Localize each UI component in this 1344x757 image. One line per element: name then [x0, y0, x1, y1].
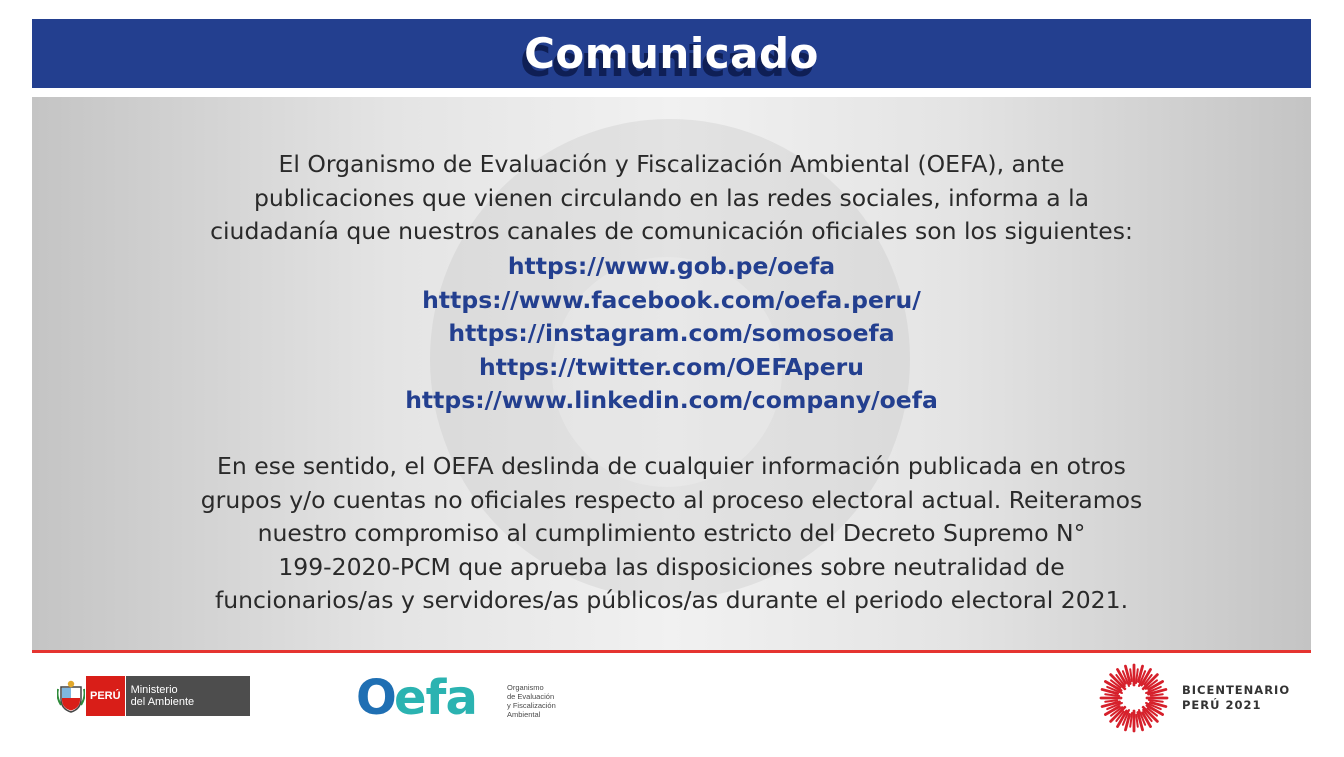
closing-line: funcionarios/as y servidores/as públicos/as durante el periodo electoral 2021. — [214, 586, 1129, 614]
bicentenario-line: PERÚ 2021 — [1182, 698, 1262, 712]
peru-crest-icon — [56, 676, 86, 716]
oefa-wordmark — [356, 670, 491, 732]
bicentenario-logo — [1098, 662, 1290, 734]
page-title: Comunicado — [524, 29, 819, 78]
oefa-wordmark-graphic — [356, 670, 491, 722]
closing-paragraph — [92, 450, 1251, 618]
ministry-line: del Ambiente — [130, 696, 195, 708]
ministerio-ambiente-logo — [56, 676, 250, 716]
link-gob-pe[interactable]: https://www.gob.pe/oefa — [507, 252, 836, 280]
footer-divider — [32, 650, 1311, 653]
bicentenario-sun-icon — [1098, 662, 1170, 734]
oefa-desc-line: de Evaluación — [507, 692, 555, 701]
bicentenario-line: BICENTENARIO — [1182, 683, 1291, 697]
link-instagram[interactable]: https://instagram.com/somosoefa — [448, 319, 895, 347]
ministry-line: Ministerio — [130, 684, 178, 696]
closing-line: nuestro compromiso al cumplimiento estricto del Decreto Supremo N° — [257, 519, 1086, 547]
intro-line: publicaciones que vienen circulando en las redes sociales, informa a la — [253, 183, 1090, 212]
header-banner — [32, 19, 1311, 88]
intro-paragraph — [92, 148, 1251, 249]
closing-line: grupos y/o cuentas no oficiales respecto al proceso electoral actual. Reiteramos — [200, 485, 1143, 514]
intro-line: ciudadanía que nuestros canales de comunicación oficiales son los siguientes: — [210, 217, 1133, 245]
oefa-desc-line: y Fiscalización — [507, 701, 556, 710]
svg-text:efa: efa — [394, 670, 477, 722]
ministry-name — [125, 676, 251, 716]
intro-line: El Organismo de Evaluación y Fiscalización Ambiental (OEFA), ante — [278, 150, 1065, 178]
bicentenario-text — [1182, 683, 1290, 713]
link-twitter[interactable]: https://twitter.com/OEFAperu — [479, 352, 864, 381]
svg-text:O: O — [356, 670, 396, 722]
peru-badge: PERÚ — [86, 676, 125, 716]
notice-panel — [32, 97, 1311, 650]
official-links — [92, 250, 1251, 418]
oefa-desc-line: Organismo — [507, 683, 544, 692]
oefa-description — [507, 683, 577, 719]
link-linkedin[interactable]: https://www.linkedin.com/company/oefa — [405, 386, 938, 414]
closing-line: En ese sentido, el OEFA deslinda de cualquier información publicada en otros — [217, 452, 1126, 480]
closing-line: 199-2020-PCM que aprueba las disposiciones sobre neutralidad de — [278, 552, 1065, 581]
link-facebook[interactable]: https://www.facebook.com/oefa.peru/ — [422, 285, 921, 314]
oefa-desc-line: Ambiental — [507, 710, 541, 719]
oefa-logo — [356, 670, 577, 732]
